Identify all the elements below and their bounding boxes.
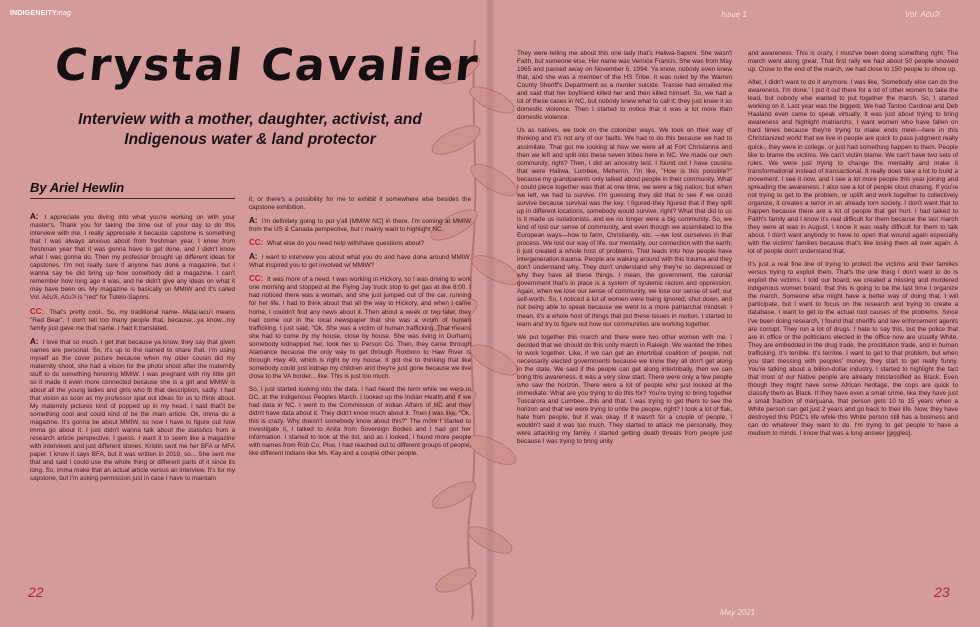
paragraph-text: I love that so much. I get that because ya know, they say that given names are personal. So, it's up to the named to share that. I'm using myself as the cover picture because when my older cousin did my maternity shoot, she had a vision for the photo shoot after the maternity stuff to do something honoring MMIW. I was pregnant with my little girl so it made it even more connected because she is a girl and MMIW is about all the young ladies and girls who fit that description, sadly. I had that vision as soon as my professor spat out ideas for us to think about. My maternity pictures kind of popped up in my head. I said that'll be something cool and could kind of be the main article. Ok, imma do a magazine. It's gonna be about MMIW, so now I have to figure out how imma go about it. I just didn't wanna talk about the statistics from a research article perspective, I guess. I want it to seem like a magazine with interviews and just different stories. Kristin sent me her BFA or MFA paper. I know it says BFA, but it was written in 2019, so... She sent me that and said I could use the whole thing or different parts of it since its long. So, imma make that an actual article versus an interview. It's for my capstone, but I'm asking permission just in case I have to maintain (30, 338, 235, 483)
speaker-tag-cc: CC: (30, 306, 45, 316)
volume-label: Vol. Ačuʔi (905, 10, 940, 19)
paragraph-text: So, I just started looking into the data. I had heard the term while we were in DC, at the Indigenous Peoples March. I looked up the Indian Health and if we had data in NC. I went to the Commission of Indian Affairs of NC and they didn't have data about it. They didn't know much about it. Then I was like, "Ok, this is crazy. Why doesn't somebody know about this?" The more I started to investigate it, I talked to Anita from Sovereign Bodies and I had got her information. I started to look at the list, and as I looked, I found more people with names from Rob Co. Plus, I had reached out to different groups of people, like different Indians like Ms. Kay and a couple other people. (249, 385, 471, 458)
paragraph (249, 275, 471, 381)
speaker-tag-cc: CC: (249, 238, 264, 248)
text-column-4 (748, 50, 958, 443)
speaker-tag-a: A: (30, 212, 39, 221)
paragraph-text: They were telling me about this one lady that's Haliwa-Saponi. She wasn't Faith, but someone else. Her name was Vernice Francis. She was from May 1965 and passed away on November 6, 1994. Ya know, nobody even knew that, and she was a member of the HS Tribe. It was ruled by the Warren County Sheriff's Department as a murder suicide. Trassie had emailed me and said that her boyfriend killed her and then killed himself. So, we had a lot of these cases in NC, but nobody knew what to call it; they just knew it as domestic violence. Then I started to notice that it was a lot more than domestic violence. (517, 50, 732, 122)
speaker-tag-a: A: (249, 252, 258, 262)
issue-date: May 2021 (720, 608, 756, 617)
paragraph (748, 79, 958, 256)
paragraph (517, 50, 732, 122)
paragraph (249, 217, 471, 234)
paragraph (249, 196, 471, 212)
magazine-brand (10, 10, 71, 17)
paragraph-text: I want to interview you about what you do and have done around MMIW. What inspired you to get involved w/ MMIW? (249, 254, 472, 270)
paragraph (30, 213, 235, 303)
paragraph (517, 127, 732, 328)
text-column-3 (517, 50, 732, 451)
article-title: Crystal Cavalier (52, 40, 482, 91)
article-subtitle: Interview with a mother, daughter, activist, and Indigenous water & land protector (78, 111, 422, 148)
paragraph (249, 239, 471, 248)
text-column-1 (30, 213, 235, 489)
speaker-tag-a: A: (249, 216, 258, 226)
page-number-left: 22 (28, 584, 44, 600)
article-byline: By Ariel Hewlin (30, 180, 125, 195)
paragraph-text: It was more of a need. I was working in Hickory, so I was driving to work one morning and stopped at the Flying Jay truck stop to get gas at like 6:00. I had noticed there was a woman, and she just jumped out of the car, running for her life. I had to think about that all the way to Hickory, and when I came home, I couldn't find any news about it. Then about a week or two later, they had come out in the local newspaper that she was a victim of human trafficking. I just said, "Ok. She was a victim of human trafficking. That means she had to come by my house, close by house. She was living in Durham, somebody kidnapped her, took her to Person Co. Then, they came through Alamance because the only way to get through Roxboro to Haw River is through Hwy 49, which is right by my house. It got me to thinking that like somebody could just kidnap my children and they're just gone because we live close to the VA border... like. This is just too much. (249, 276, 472, 380)
paragraph (249, 253, 471, 270)
speaker-tag-a: A: (30, 336, 39, 346)
paragraph (30, 338, 235, 484)
paragraph-text: We put together this march and there were two other women with me. I decided that we should do this unity march in Raleigh. We wanted the tribes to work together. Like, if we can get an intertribal coalition of people, not necessarily elected governments because we know they all don't get along in the state. We said if the people can get along intertribally, then we can bring this awareness. It was a very slow start. There were only a few people who saw the horizon. There were a lot of people who just looked at the immediate: What are you trying to do this for? You're trying to bring together Tuscarora and Lumbee...this and that. I was trying to get them to see the horizon and that we were trying to unite the people, right? I took a lot of flak, hate from people, but it was okay. If it wasn't for a couple of people, I wouldn't said it was too much. They started to attack me personally, they were attacking my family. I started getting death threats from people just because I was trying to bring unity (517, 333, 732, 446)
speaker-tag-cc: CC: (249, 274, 264, 284)
paragraph (748, 50, 958, 74)
paragraph-text: I'm definitely going to put y'all [MMIW NC] in there. I'm coming at MMIW from the US & Canada perspective, but I mainly want to highlight NC. (249, 218, 471, 234)
brand-suffix: mag (56, 10, 72, 17)
brand-main: INDIGENEITY (10, 10, 57, 17)
text-column-2 (249, 196, 471, 463)
paragraph-text: it, or there's a possibility for me to exhibit it somewhere else besides the capstone exhibition. (249, 196, 471, 212)
issue-label: Issue 1 (721, 10, 747, 19)
paragraph (30, 308, 235, 333)
paragraph (249, 386, 471, 458)
paragraph-text: After, I didn't want to do it anymore. I was like, 'Somebody else can do the awareness. I'm done.' I put it out there for a lot of other women to take the lead, but nobody else wanted to put together the march. So, I started working on it. Last year was the biggest. We had Tantoo Cardinal and Deb Haaland even came to speak virtually. It was just about trying to bring awareness and highlight matriarchs. I want women who have fallen on hard times because they're trying to make ends meet—here in this Christianized world that we live in people are quick to pass judgment really quick-, they were in college, or just had something happen to them. People like to blame the victims. We can't victim blame. We can't have two sets of rules. We were just trying to change the mentality and make it transformational instead of transactional. It really does take a lot to build a movement. I see it now, and I see a lot more people this year joining and spreading the awareness. I also see a lot of people clout chasing. If you're not trying to get to the problem, or uplift and work together to collectively organize, it creates a terror in an already torn society. I don't want that to happen because there are a lot of people that get hurt. I had talked to Faith's family and I know it's real difficult for them because the last march they were at was in August. I know it was really difficult for them to talk about. I don't want anybody to have to open that wound again especially with the victims' families because that's like losing them all over again. A lot of people don't understand that. (748, 79, 958, 256)
paragraph-text: and awareness. This is crazy, I must've been doing something right. The march went along great. That first rally we had about 50 people showed up. Close to the end of the march, we had close to 150 people to show up. (748, 50, 958, 74)
page-number-right: 23 (934, 584, 950, 600)
paragraph-text: Us as natives, we took on the colonizer ways. We took on their way of thinking and it's not any of our faults. We had to do this because we had to assimilate. That got me looking at how we were all at Fort Christanna and then we left and split into these seven tribes here in NC. We made our own community, right? Then, I did an ancestry test. I found out I have cousins that were Haliwa, Lumbee, Meherrin. I'm like, "How is this possible?" because my grandparents only talked about people in their community. What I could piece together was that at one time, we were a big nation; but when we left, we had to survive. I'm guessing they did that to see if we could survive because survival was the key. I figured-they figured that if they split up in different locations, somebody would survive, right? What that did to us is it made us isolationists, and we no longer were a big community. So, we kind of lost our sense of community, and even though we assimilated to the European ways—how to farm, Christianity, etc. —we lost ourselves in that process. We lost our way of life, our mentality, our connection with the earth; it just created a whole host of problems. That leads into how people have intergeneration trauma. People are walking around with this trauma and they don't understand why. They don't understand why they're so depressed or why they have all these things. I mean, the government, the colonial government that's in place is a system of systemic racism and oppression. Again, when we lose our sense of community, we lose our sense of self, our self-worth. So, I noticed a lot of women were being ignored, shut down, and not being able to speak because we went to a more patriarchal mindset. I mean, it's a whole host of things that put these issues in motion. I started to learn and try to figure out how our communities are working together. (517, 127, 732, 328)
paragraph (517, 334, 732, 447)
paragraph-text: That's pretty cool.. So, my traditional name- Mata:iacu'i means "Red Bear", I don't tell too many people that, because...ya know...my family just gave me that name. I had it translated. (30, 308, 235, 332)
paragraph-text: I appreciate you diving into what you're working on with your master's. Thank you for taking the time out of your day to do this interview with me. I really appreciate it because capstone is something that I was always anxious about from freshman year. I knew from freshman year that it was gonna have to get done, and I didn't know what I was gonna do. Then my professor brought up different ideas for capstones. I'm not really sure if anyone has done a magazine, but I wanna say he did bring up how somebody did a magazine. I can't remember how long ago it was, and he didn't give any ideas on what it may have been on. My magazine is basically on MMIW and it's called Vol. Ačuʔi. Ačuʔi is "red" for Tutelo-Saponi. (30, 214, 235, 302)
paragraph (748, 261, 958, 438)
byline-rule (30, 198, 235, 199)
paragraph-text: What else do you need help with/have questions about? (266, 240, 425, 248)
paragraph-text: It's just a real fine line of trying to protect the victims and their families versus trying to exploit them. That's the one thing I don't want to do is exploit the victims. I told our board, we created a missing and murdered indigenous women board, that this is going to be the last time I organize the march. Someone else might have a better way of doing that. I will participate, but I want to focus on the research and trying to create a database. I want to get to the actual root causes of the problems. Since I've been doing research, I found that sheriffs and law enforcement agents are corrupt. They run a lot of drugs. I hate to say this, but the police that are in office or the politicians elected in the office now are usually White. They are embedded in the drug trade, the prostitution trade, and in human trafficking. It's terrible. It's terrible. I want to get to that problem, but when you start messing with peoples' money, they start to get really funny. You're talking about a billion-dollar industry. I started to highlight the fact that most of our Native people are already misclassified as Black. Even though they might have some African heritage, the cops are quick to classify them as Black. If they have even a small crime, like they have just a small fraction of marijuana, that person gets 10 to 15 years when a White person can get just 2 years and go back to their life. Now, they have destroyed this POC's life while this White person still has a business and can do whatever they want to do. I'm trying to get people to have a medium to minds. I know that was a long answer [giggles]. (748, 261, 958, 438)
